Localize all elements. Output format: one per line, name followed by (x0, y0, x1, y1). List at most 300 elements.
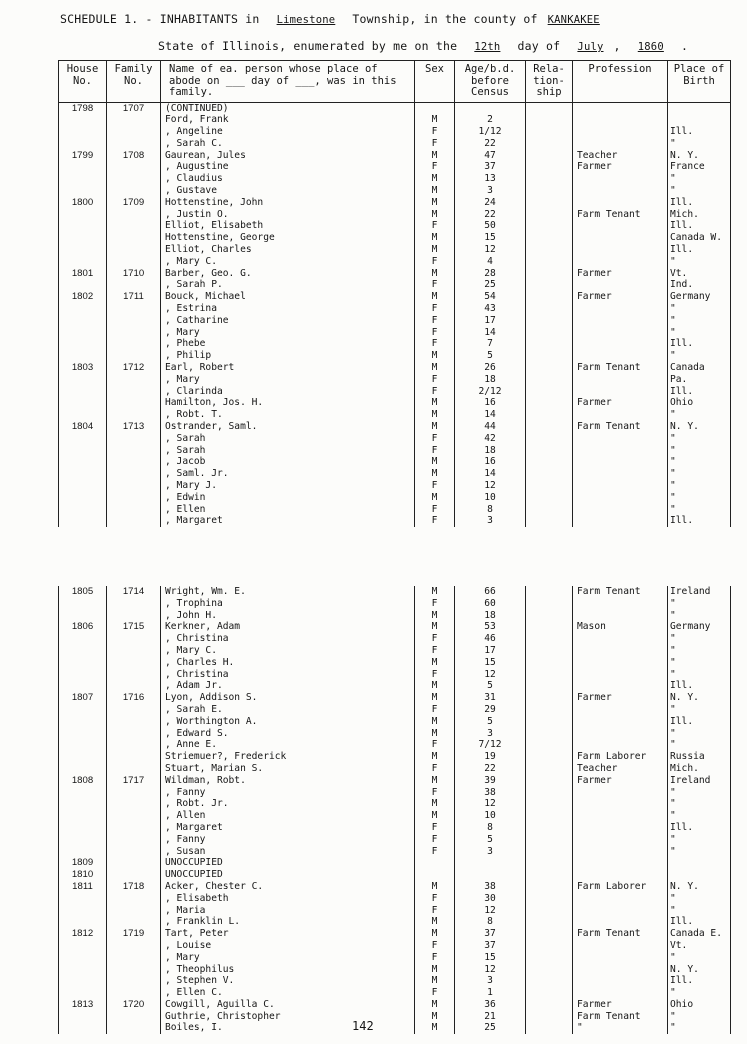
person-relationship (526, 350, 572, 362)
person-birthplace: " (670, 786, 676, 798)
family-number: 1715 (122, 621, 145, 633)
household-row (59, 150, 731, 197)
person-sex: F (431, 373, 438, 385)
person-profession-cell (573, 621, 668, 692)
person-sex: M (431, 880, 438, 892)
household-row (59, 362, 731, 421)
person-sex: M (431, 928, 438, 940)
person-name: , Ellen C. (165, 987, 223, 999)
family-number: 1707 (122, 102, 145, 114)
person-name: , Allen (165, 810, 206, 822)
person-profession: Farmer (577, 998, 612, 1010)
person-birthplace: Ill. (670, 196, 694, 208)
person-profession-cell (573, 150, 668, 197)
person-relationship-cell (526, 268, 573, 292)
person-age-cell (455, 621, 526, 692)
person-sex: M (431, 291, 438, 303)
person-sex: M (431, 798, 438, 810)
person-birthplace: Ill. (670, 975, 694, 987)
person-birthplace-cell (668, 869, 731, 881)
person-relationship (526, 114, 572, 126)
person-age: 24 (484, 196, 496, 208)
house-number: 1805 (71, 586, 94, 597)
person-sex: M (431, 963, 438, 975)
person-age: 47 (484, 149, 496, 161)
person-birthplace: Ohio (670, 397, 694, 409)
person-sex: F (431, 762, 438, 774)
person-relationship (526, 515, 572, 527)
person-relationship (526, 103, 572, 115)
house-number: 1802 (71, 291, 94, 303)
person-age: 7/12 (478, 739, 502, 751)
person-name: , Philip (165, 350, 212, 362)
person-birthplace-cell (668, 999, 731, 1034)
page-bottom-edge (0, 1044, 747, 1056)
family-number-cell (107, 291, 161, 362)
person-profession-cell (573, 421, 668, 527)
house-number: 1813 (71, 998, 94, 1010)
person-relationship (526, 327, 572, 339)
person-name: , Fanny (165, 833, 206, 845)
house-number: 1808 (71, 774, 94, 786)
person-name: , Mary C. (165, 255, 217, 267)
person-age: 18 (484, 373, 496, 385)
family-number: 1712 (122, 362, 145, 374)
person-age: 13 (484, 173, 496, 185)
person-birthplace: Ill. (670, 715, 694, 727)
person-age: 16 (484, 456, 496, 468)
person-sex: M (431, 232, 438, 244)
person-sex: M (431, 468, 438, 480)
person-relationship-cell (526, 869, 573, 881)
person-relationship (526, 728, 572, 740)
person-name: , Phebe (165, 338, 206, 350)
person-profession-cell (573, 268, 668, 292)
person-name: UNOCCUPIED (165, 857, 223, 869)
person-profession (573, 822, 667, 834)
person-birthplace-cell (668, 150, 731, 197)
person-age: 5 (487, 680, 493, 692)
person-name: , Margaret (165, 515, 223, 527)
family-number: 1713 (122, 421, 145, 433)
family-number-cell (107, 881, 161, 928)
person-birthplace: N. Y. (670, 421, 699, 433)
person-profession (573, 456, 667, 468)
person-sex: F (431, 303, 438, 315)
person-name: , Sarah (165, 432, 206, 444)
person-profession: Farmer (577, 774, 612, 786)
person-relationship (526, 315, 572, 327)
person-relationship (526, 928, 572, 940)
person-birthplace: Ill. (670, 126, 694, 138)
person-age: 54 (484, 291, 496, 303)
person-sex-cell (415, 869, 455, 881)
person-name: Wright, Wm. E. (165, 586, 246, 597)
person-age: 3 (487, 185, 493, 197)
col-name: Name of ea. person whose place of abode on ___ day of ___, was in this family. (161, 61, 415, 103)
person-name: , Anne E. (165, 739, 217, 751)
person-birthplace: Pa. (670, 373, 688, 385)
person-sex: M (431, 692, 438, 704)
person-birthplace: Germany (670, 291, 711, 303)
house-number: 1801 (71, 267, 94, 279)
person-age: 3 (487, 845, 493, 857)
person-relationship (526, 657, 572, 669)
family-number-cell (107, 869, 161, 881)
person-birthplace-cell (668, 102, 731, 150)
person-relationship (526, 881, 572, 893)
person-sex: M (431, 751, 438, 763)
house-number-cell (59, 421, 107, 527)
household-row (59, 421, 731, 527)
person-name: , Gustave (165, 185, 217, 197)
person-relationship (526, 386, 572, 398)
person-relationship (526, 822, 572, 834)
person-birthplace-cell (668, 421, 731, 527)
person-birthplace: Ind. (670, 279, 694, 291)
person-relationship (526, 975, 572, 987)
person-name: , Claudius (165, 173, 223, 185)
person-sex: M (431, 114, 438, 126)
person-profession (573, 916, 667, 928)
person-relationship-cell (526, 881, 573, 928)
family-number-cell (107, 586, 161, 621)
person-sex: M (431, 196, 438, 208)
person-sex-cell (415, 881, 455, 928)
person-birthplace-cell (668, 621, 731, 692)
person-sex: F (431, 255, 438, 267)
person-sex-cell (415, 150, 455, 197)
person-name: , Christina (165, 633, 229, 645)
person-profession (573, 810, 667, 822)
person-birthplace: Ill. (670, 821, 694, 833)
person-birthplace: " (670, 798, 676, 810)
person-profession (573, 185, 667, 197)
person-relationship (526, 126, 572, 138)
person-name: UNOCCUPIED (165, 869, 223, 881)
person-age: 36 (484, 998, 496, 1010)
person-sex-cell (415, 621, 455, 692)
person-age: 15 (484, 951, 496, 963)
person-birthplace: " (670, 326, 676, 338)
person-age: 44 (484, 421, 496, 433)
person-profession: Teacher (577, 149, 618, 161)
person-birthplace: " (670, 503, 676, 515)
person-relationship-cell (526, 291, 573, 362)
person-sex: M (431, 680, 438, 692)
person-birthplace: " (670, 892, 676, 904)
person-age (455, 857, 525, 869)
person-birthplace: Vt. (670, 939, 688, 951)
person-age: 12 (484, 244, 496, 256)
person-age: 18 (484, 444, 496, 456)
person-name: Ford, Frank (165, 114, 229, 126)
person-age: 14 (484, 326, 496, 338)
person-profession (573, 433, 667, 445)
person-profession: Farmer (577, 397, 612, 409)
person-name-cell (161, 692, 415, 775)
person-age: 22 (484, 137, 496, 149)
person-birthplace: Ill. (670, 338, 694, 350)
person-age: 28 (484, 267, 496, 279)
person-profession (573, 716, 667, 728)
person-birthplace: " (670, 644, 676, 656)
person-relationship (526, 751, 572, 763)
house-number: 1799 (71, 149, 94, 161)
day-of-label: day of (517, 39, 561, 53)
person-sex: M (431, 975, 438, 987)
day-value: 12th (474, 41, 501, 53)
person-birthplace: " (670, 833, 676, 845)
person-name: Wildman, Robt. (165, 774, 246, 786)
person-age: 39 (484, 774, 496, 786)
person-birthplace: " (670, 173, 676, 185)
person-name: , Clarinda (165, 385, 223, 397)
person-birthplace-cell (668, 268, 731, 292)
person-sex: F (431, 480, 438, 491)
person-name: , Mary (165, 951, 200, 963)
family-number-cell (107, 775, 161, 858)
person-sex: M (431, 185, 438, 197)
house-number-cell (59, 881, 107, 928)
person-sex: F (431, 597, 438, 609)
col-house: House No. (59, 61, 107, 103)
person-relationship (526, 209, 572, 221)
person-relationship (526, 480, 572, 492)
person-profession (573, 173, 667, 185)
family-number: 1718 (122, 880, 145, 892)
person-profession (573, 303, 667, 315)
person-relationship-cell (526, 999, 573, 1034)
person-profession (573, 834, 667, 846)
house-number: 1810 (71, 869, 94, 881)
person-relationship-cell (526, 775, 573, 858)
person-relationship (526, 303, 572, 315)
person-birthplace-cell (668, 881, 731, 928)
person-name: , Saml. Jr. (165, 468, 229, 480)
person-sex: F (431, 668, 438, 680)
person-name: , Christina (165, 668, 229, 680)
person-age: 60 (484, 597, 496, 609)
col-age: Age/b.d. before Census (455, 61, 526, 103)
person-sex: M (431, 456, 438, 468)
person-birthplace-cell (668, 291, 731, 362)
person-profession (573, 598, 667, 610)
person-name: , Margaret (165, 821, 223, 833)
table-body-top (59, 102, 731, 527)
person-birthplace: Ireland (670, 774, 711, 786)
house-number: 1803 (71, 362, 94, 374)
person-name: , Robt. T. (165, 409, 223, 421)
person-profession (573, 610, 667, 622)
schedule-title: SCHEDULE 1. - INHABITANTS in (60, 12, 260, 26)
person-relationship (526, 834, 572, 846)
house-number: 1807 (71, 692, 94, 704)
person-name-cell (161, 291, 415, 362)
person-name: , Elisabeth (165, 892, 229, 904)
person-birthplace: Ill. (670, 244, 694, 256)
person-relationship (526, 692, 572, 704)
person-profession-cell (573, 869, 668, 881)
person-profession (573, 445, 667, 457)
person-relationship-cell (526, 150, 573, 197)
person-sex: F (431, 338, 438, 350)
person-sex: F (431, 892, 438, 904)
person-birthplace-cell (668, 692, 731, 775)
person-sex: M (431, 421, 438, 433)
person-age: 8 (487, 503, 493, 515)
person-birthplace (668, 857, 730, 869)
person-profession (573, 964, 667, 976)
person-birthplace (668, 103, 730, 115)
col-profession: Profession (573, 61, 668, 103)
person-age: 12 (484, 798, 496, 810)
person-birthplace: " (670, 904, 676, 916)
person-name: , Susan (165, 845, 206, 857)
person-sex: F (431, 633, 438, 645)
person-birthplace: " (670, 1022, 676, 1034)
person-birthplace: " (670, 951, 676, 963)
person-age-cell (455, 999, 526, 1034)
person-birthplace: " (670, 303, 676, 315)
person-sex: M (431, 998, 438, 1010)
person-sex (415, 869, 454, 881)
person-name: , Angeline (165, 126, 223, 138)
person-relationship (526, 150, 572, 162)
household-row (59, 692, 731, 775)
house-number: 1798 (71, 102, 94, 114)
person-relationship (526, 1011, 572, 1023)
person-profession (573, 126, 667, 138)
person-age: 3 (487, 975, 493, 987)
person-age: 42 (484, 432, 496, 444)
person-relationship (526, 669, 572, 681)
person-relationship (526, 185, 572, 197)
person-birthplace: " (670, 656, 676, 668)
person-age (455, 103, 525, 115)
person-name: Striemuer?, Frederick (165, 751, 287, 763)
col-birthplace: Place of Birth (668, 61, 731, 103)
person-sex: F (431, 161, 438, 173)
person-name: , Franklin L. (165, 916, 241, 928)
person-relationship (526, 999, 572, 1011)
person-sex: F (431, 385, 438, 397)
person-sex: M (431, 409, 438, 421)
person-birthplace: Mich. (670, 762, 699, 774)
person-name: Acker, Chester C. (165, 880, 264, 892)
person-birthplace: " (670, 480, 676, 491)
person-age-cell (455, 421, 526, 527)
person-name: , Robt. Jr. (165, 798, 229, 810)
person-name: , Mary J. (165, 480, 217, 491)
house-number-cell (59, 869, 107, 881)
person-birthplace: Ill. (670, 515, 694, 527)
person-relationship (526, 173, 572, 185)
person-sex: F (431, 432, 438, 444)
person-relationship-cell (526, 197, 573, 268)
person-birthplace: " (670, 185, 676, 197)
person-relationship (526, 244, 572, 256)
person-relationship (526, 893, 572, 905)
person-relationship (526, 857, 572, 869)
person-birthplace: France (670, 161, 705, 173)
person-age: 37 (484, 161, 496, 173)
person-sex-cell (415, 999, 455, 1034)
person-birthplace: N. Y. (670, 880, 699, 892)
person-age: 46 (484, 633, 496, 645)
person-birthplace: N. Y. (670, 692, 699, 704)
person-name: Elliot, Elisabeth (165, 220, 264, 232)
person-sex-cell (415, 362, 455, 421)
person-name-cell (161, 857, 415, 869)
person-age-cell (455, 102, 526, 150)
person-sex: M (431, 621, 438, 633)
person-name: , Ellen (165, 503, 206, 515)
family-number-cell (107, 928, 161, 999)
header-line-1 (60, 12, 610, 26)
family-number-cell (107, 268, 161, 292)
person-name-cell (161, 150, 415, 197)
person-profession (573, 350, 667, 362)
page-number: 142 (352, 1019, 374, 1033)
person-age-cell (455, 291, 526, 362)
person-name: , Jacob (165, 456, 206, 468)
person-sex-cell (415, 268, 455, 292)
person-profession (573, 633, 667, 645)
person-birthplace: Vt. (670, 267, 688, 279)
person-name-cell (161, 421, 415, 527)
person-relationship (526, 268, 572, 280)
person-name: Hamilton, Jos. H. (165, 397, 264, 409)
person-birthplace: " (670, 409, 676, 421)
person-age: 38 (484, 880, 496, 892)
person-relationship (526, 940, 572, 952)
person-age-cell (455, 586, 526, 621)
person-birthplace: " (670, 491, 676, 503)
person-profession (573, 338, 667, 350)
family-number-cell (107, 621, 161, 692)
person-birthplace (668, 869, 730, 881)
person-sex: M (431, 715, 438, 727)
census-table-top (58, 60, 731, 527)
household-row (59, 621, 731, 692)
house-number: 1804 (71, 421, 94, 433)
person-name: Hottenstine, John (165, 196, 264, 208)
county-label: Township, in the county of (352, 12, 538, 26)
person-profession (573, 114, 667, 126)
house-number-cell (59, 999, 107, 1034)
person-name-cell (161, 621, 415, 692)
person-sex: M (431, 609, 438, 621)
person-profession (573, 504, 667, 516)
person-name: , Mary (165, 326, 200, 338)
person-age: 5 (487, 833, 493, 845)
person-sex: M (431, 727, 438, 739)
person-relationship (526, 504, 572, 516)
person-relationship (526, 374, 572, 386)
person-sex: F (431, 845, 438, 857)
person-sex (415, 857, 454, 869)
person-profession-cell (573, 291, 668, 362)
person-sex: F (431, 326, 438, 338)
person-name: , Worthington A. (165, 715, 258, 727)
person-profession (573, 940, 667, 952)
person-name-cell (161, 928, 415, 999)
person-relationship (526, 798, 572, 810)
family-number-cell (107, 999, 161, 1034)
person-name: , Theophilus (165, 963, 235, 975)
person-relationship (526, 763, 572, 775)
